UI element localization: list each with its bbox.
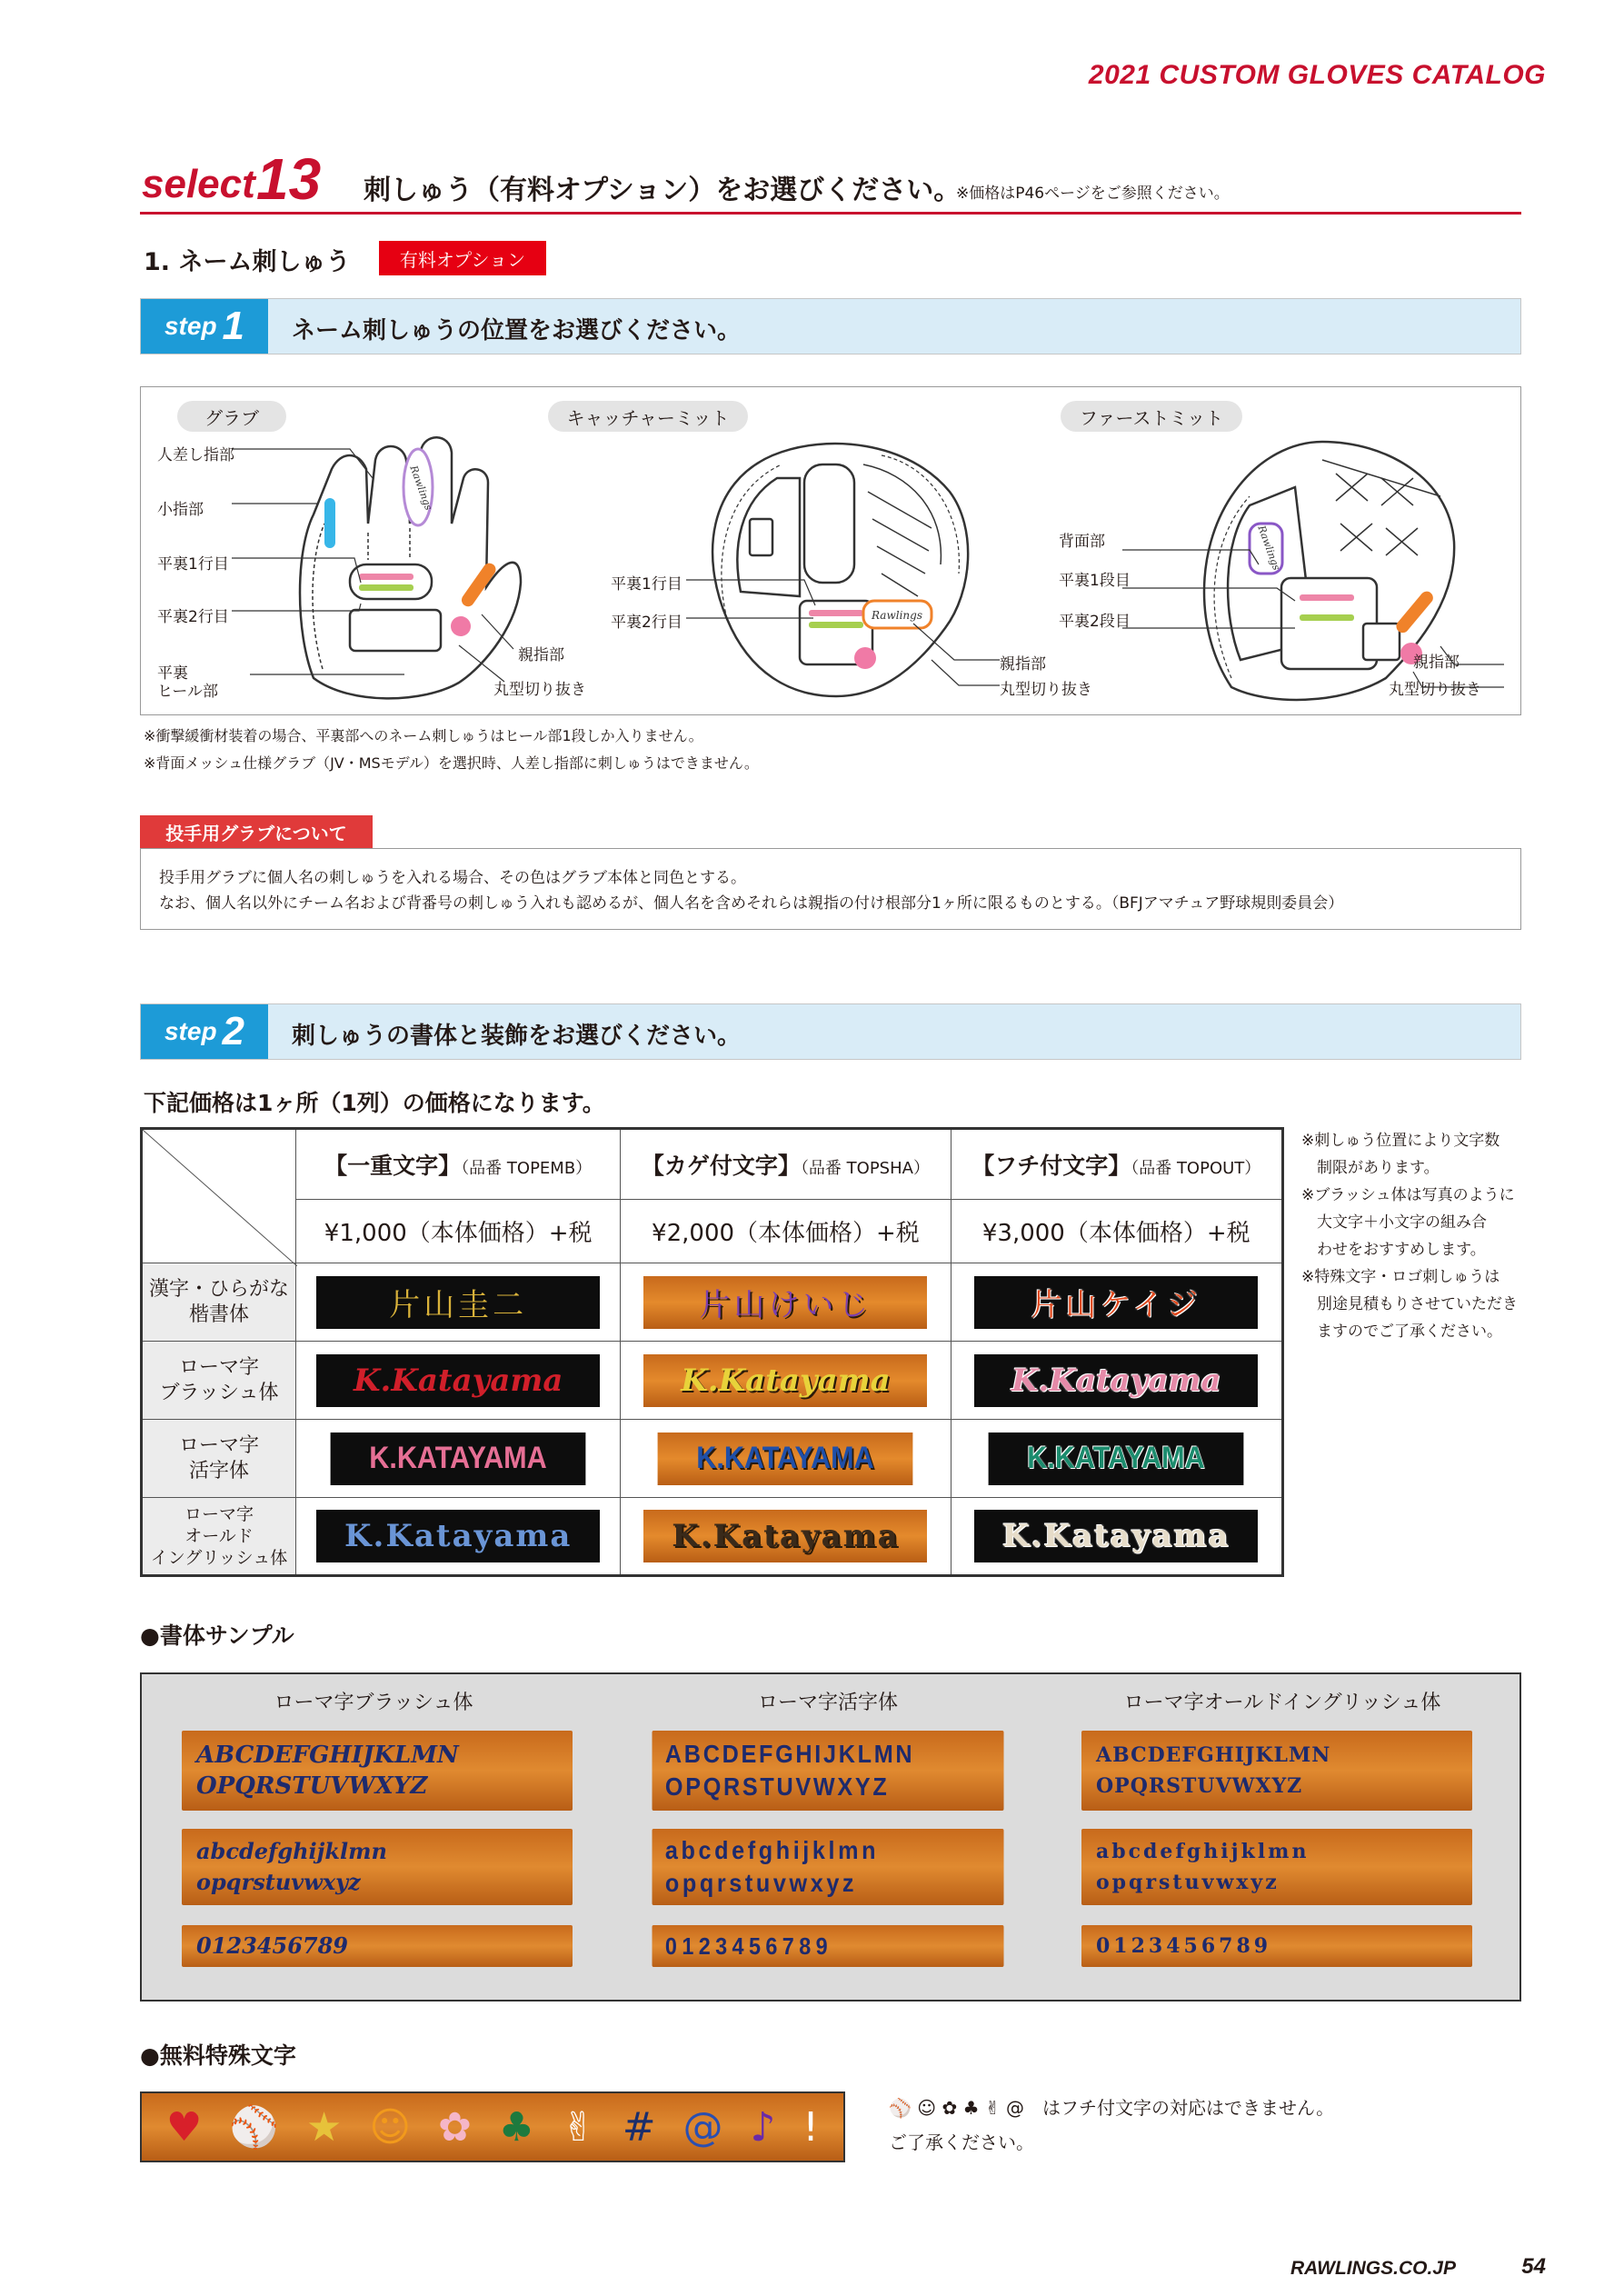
font-samples-heading: ●書体サンプル [140,1622,294,1649]
select-word: select [142,162,255,206]
sample-old-single: K.Katayama [316,1510,600,1562]
select-heading [140,142,1521,215]
catcher-label-thumb: 親指部 [1000,655,1046,674]
row-label-kanji: 漢字・ひらがな 楷書体 [142,1263,296,1342]
sample-col-title-old: ローマ字オールドイングリッシュ体 [1123,1692,1441,1714]
first-label-round-cutout: 丸型切り抜き [1389,681,1481,699]
sample-block-digits: 0123456789 [653,1925,1004,1967]
label-palm-row2: 平裏2行目 [157,608,229,626]
first-label-thumb: 親指部 [1413,654,1460,672]
catcher-leader-lines [686,569,1004,696]
row-label-old-english: ローマ字 オールド イングリッシュ体 [142,1498,296,1576]
step-label: step [164,312,217,340]
hash-icon: # [622,2103,656,2151]
table-row [142,1420,1283,1498]
step2-text: 刺しゅうの書体と装飾をお選びください。 [292,1023,742,1050]
price-outline: ¥3,000（本体価格）+税 [951,1200,1283,1263]
special-note-line-2: ご了承ください。 [889,2131,1034,2153]
heart-icon: ♥ [165,2103,203,2151]
catalog-title: 2021 CUSTOM GLOVES CATALOG [1088,60,1546,90]
label-index-finger: 人差し指部 [157,446,234,464]
sample-block-single: K.KATAYAMA [331,1433,586,1485]
sample-col-title-brush: ローマ字ブラッシュ体 [274,1692,473,1714]
special-note-line-1: はフチ付文字の対応はできません。 [1041,2097,1335,2119]
embroidery-position-diagram [140,386,1521,715]
table-row [142,1498,1283,1576]
column-header-shadow: 【カゲ付文字】（品番 TOPSHA） [621,1129,951,1200]
row-label-brush: ローマ字 ブラッシュ体 [142,1342,296,1420]
star-icon: ★ [305,2103,343,2151]
step1-text: ネーム刺しゅうの位置をお選びください。 [292,317,742,344]
select-number: 13 [256,146,322,212]
table-row [142,1342,1283,1420]
first-label-back: 背面部 [1059,533,1105,551]
at-sign-icon: @ [682,2103,723,2151]
peace-sign-icon: ✌ [561,2103,595,2151]
site-url: RAWLINGS.CO.JP [1290,2258,1456,2279]
step-number: 2 [222,1009,245,1053]
sample-brush-lower: abcdefghijklmn opqrstuvwxyz [182,1829,573,1905]
special-chars-strip [140,2091,845,2162]
label-little-finger: 小指部 [157,501,204,519]
first-label-palm-row1: 平裏1段目 [1059,572,1131,590]
clover-icon: ♣ [498,2103,535,2151]
page-number: 54 [1521,2254,1546,2279]
smiley-icon: ☺ [369,2103,412,2151]
sample-block-upper: ABCDEFGHIJKLMN OPQRSTUVWXYZ [653,1731,1004,1811]
sample-old-outline: K.Katayama [974,1510,1258,1562]
sample-old-shadow: K.Katayama [643,1510,927,1562]
sample-brush-shadow: K.Katayama [643,1354,927,1407]
column-header-outline: 【フチ付文字】（品番 TOPOUT） [951,1129,1283,1200]
price-shadow: ¥2,000（本体価格）+税 [621,1200,951,1263]
sakura-icon: ✿ [437,2103,472,2151]
price-table [140,1127,1284,1577]
step1-bar [140,298,1521,354]
table-row [142,1263,1283,1342]
note-1: ※衝撃緩衝材装着の場合、平裏部へのネーム刺しゅうはヒール部1段しか入りません。 [144,727,703,744]
sample-brush-outline: K.Katayama [974,1354,1258,1407]
label-palm: 平裏 [157,664,188,683]
pitcher-line-2: なお、個人名以外にチーム名および背番号の刺しゅう入れも認めるが、個人名を含めそれらは親指の付け根部分1ヶ所に限るものとする。（BFJアマチュア野球規則委員会） [159,894,1344,913]
price-single: ¥1,000（本体価格）+税 [296,1200,621,1263]
sample-block-shadow: K.KATAYAMA [658,1433,913,1485]
svg-text:Rawlings: Rawlings [1255,524,1283,573]
font-samples-box [140,1672,1521,2002]
step-number: 1 [222,304,245,348]
special-chars-note [889,2091,1334,2160]
music-note-icon: ♪ [750,2103,776,2151]
sample-old-upper: ABCDEFGHIJKLMN OPQRSTUVWXYZ [1081,1731,1472,1811]
sample-brush-digits: 0123456789 [182,1925,573,1967]
label-round-cutout: 丸型切り抜き [493,681,586,699]
exclamation-icon: ! [802,2103,819,2151]
sample-brush-upper: ABCDEFGHIJKLMN OPQRSTUVWXYZ [182,1731,573,1811]
pitcher-line-1: 投手用グラブに個人名の刺しゅうを入れる場合、その色はグラブ本体と同色とする。 [159,869,746,887]
step2-bar [140,1003,1521,1060]
side-notes: ※刺しゅう位置により文字数 制限があります。 ※ブラッシュ体は写真のように 大文字＋小文字の組み合 わせをおすすめします。 ※特殊文字・ロゴ刺しゅうは 別途見積もりさせていただき ますのでご了承ください。 [1301,1132,1518,1341]
sample-brush-single: K.Katayama [316,1354,600,1407]
section-title: 1. ネーム刺しゅう [144,248,351,276]
corner-diagonal [143,1130,297,1266]
note-2: ※背面メッシュ仕様グラブ（JV・MSモデル）を選択時、人差し指部に刺しゅうはできません。 [144,754,759,772]
label-heel: ヒール部 [157,683,218,701]
column-header-single: 【一重文字】（品番 TOPEMB） [296,1129,621,1200]
row-label-block: ローマ字 活字体 [142,1420,296,1498]
sample-kanji-shadow: 片山けいじ [643,1276,927,1329]
label-thumb: 親指部 [518,646,564,664]
sample-kanji-single: 片山圭二 [316,1276,600,1329]
step2-badge [141,1004,268,1059]
glove-pill: グラブ [177,401,286,432]
paid-option-badge: 有料オプション [379,241,546,275]
first-leader-lines [1122,528,1513,692]
sample-old-lower: abcdefghijklmn opqrstuvwxyz [1081,1829,1472,1905]
sample-block-lower: abcdefghijklmn opqrstuvwxyz [653,1829,1004,1905]
catcher-label-palm-row2: 平裏2行目 [611,614,682,632]
sample-block-outline: K.KATAYAMA [989,1433,1244,1485]
first-mitt-pill: ファーストミット [1061,401,1242,432]
step-label: step [164,1017,217,1045]
price-reference-note: ※価格はP46ページをご参照ください。 [956,185,1230,203]
catcher-mitt-pill: キャッチャーミット [548,401,748,432]
special-chars-heading: ●無料特殊文字 [140,2042,296,2069]
sample-col-title-block: ローマ字活字体 [757,1692,898,1714]
baseball-icon: ⚾ [229,2104,280,2151]
rawlings-logo: Rawlings [872,609,922,622]
pitcher-glove-box [140,848,1521,930]
select-title: 刺しゅう（有料オプション）をお選びください。 [364,175,961,206]
table-corner [142,1129,296,1263]
first-label-palm-row2: 平裏2段目 [1059,613,1131,631]
pitcher-glove-heading: 投手用グラブについて [140,815,373,848]
label-palm-row1: 平裏1行目 [157,555,229,574]
unsupported-glyphs: ⚾ ☺ ✿ ♣ ✌ @ [889,2097,1024,2119]
sample-old-digits: 0123456789 [1081,1925,1472,1967]
glove-leader-lines [232,442,595,696]
step1-badge [141,299,268,354]
svg-text:Rawlings: Rawlings [407,464,435,513]
sample-kanji-outline: 片山ケイジ [974,1276,1258,1329]
catcher-label-palm-row1: 平裏1行目 [611,575,682,594]
catcher-label-round-cutout: 丸型切り抜き [1000,681,1092,699]
price-caption: 下記価格は1ヶ所（1列）の価格になります。 [144,1090,605,1116]
